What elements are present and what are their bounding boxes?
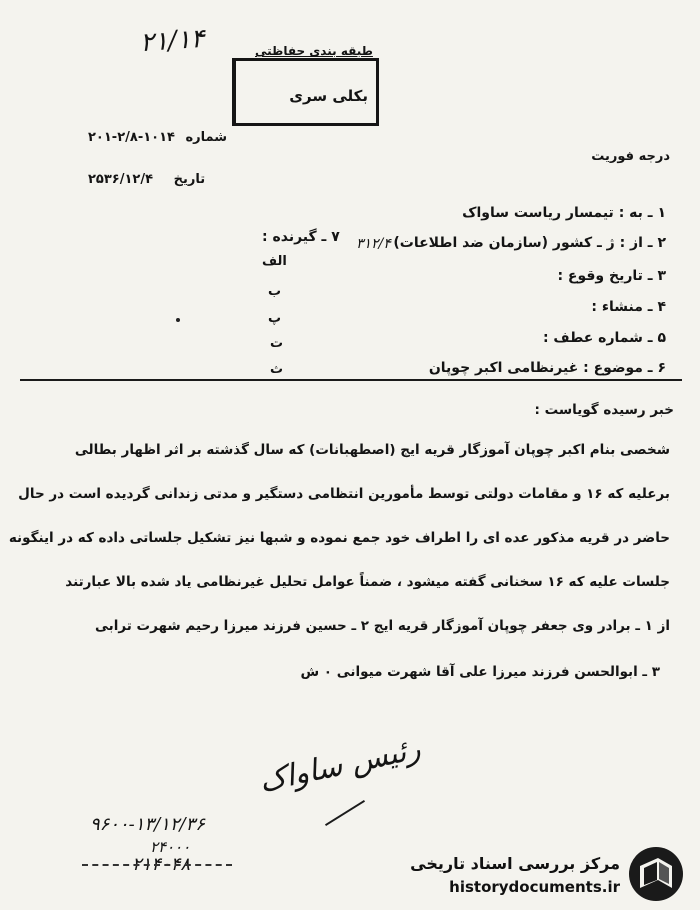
date-row [88, 172, 205, 187]
field-recipients-label: ۷ ـ گیرنده : [262, 229, 340, 245]
recipient-letter: پ [268, 311, 282, 326]
body-title: خبر رسیده گویاست : [534, 402, 674, 418]
stamp-box-text: بکلی سری [289, 87, 368, 105]
body-line: برعلیه که ۱۶ و مقامات دولتی توسط مأمورین انتظامی دستگیر و مدتی زندانی گردیده است در حال [18, 486, 670, 502]
recipient-letter: ب [268, 284, 282, 299]
watermark-title: مرکز بررسی اسناد تاریخی [410, 854, 620, 873]
body-line: حاضر در قریه مذکور عده ای را اطراف خود جمع نموده و شبها نیز تشکیل جلساتی داده که در اینگونه [8, 530, 670, 546]
date-label: تاریخ [173, 172, 206, 187]
bottom-number: ۲۴۰۰۰ [150, 838, 191, 856]
signature-flourish [325, 800, 365, 826]
number-value: ۲۰۱-۲/۸-۱۰۱۴ [88, 130, 175, 145]
field-previous-number: ۵ ـ شماره عطف : [542, 330, 666, 346]
top-handwriting: ۲۱/۱۴ [139, 23, 206, 59]
archive-book-icon [626, 844, 686, 904]
field-source: ۴ ـ منشاء : [591, 299, 666, 315]
stamp-box [232, 58, 379, 126]
body-line: شخصی بنام اکبر چوپان آموزگار قریه ایج (اصطهبانات) که سال گذشته بر اثر اظهار بطالی [74, 442, 670, 458]
bottom-number: ۹۶۰۰-۱۳/۱۲/۳۶ [90, 814, 205, 835]
urgency-label: درجه فوریت [591, 149, 670, 164]
recipients-handwriting: ۳۱۲/۴ [356, 236, 391, 252]
field-subject: ۶ ـ موضوع : غیرنظامی اکبر چوپان [428, 360, 666, 376]
number-row [88, 130, 227, 145]
body-line: ۳ ـ ابوالحسن فرزند میرزا علی آقا شهرت میوانی ۰ ش [300, 664, 660, 680]
bottom-dash-line [82, 864, 232, 866]
classification-stamp: طبقه بندی حفاظتی [255, 44, 373, 58]
stray-mark [176, 318, 180, 322]
body-line: جلسات علیه که ۱۶ سخنانی گفته میشود ، ضمناً عوامل تحلیل غیرنظامی یاد شده بالا عبارتند [65, 574, 670, 590]
date-value: ۲۵۳۶/۱۲/۴ [88, 172, 154, 187]
watermark-url: historydocuments.ir [449, 878, 620, 896]
field-incident-date: ۳ ـ تاریخ وقوع : [557, 268, 666, 284]
recipient-letter: الف [262, 254, 287, 269]
watermark-logo [410, 840, 696, 906]
number-label: شماره [185, 130, 228, 145]
bottom-number: ۲۱۴۰۴۸ [132, 854, 191, 875]
divider-line [20, 379, 682, 381]
body-line: از ۱ ـ برادر وی جعفر چوپان آموزگار قریه ایج ۲ ـ حسین فرزند میرزا رحیم شهرت ترابی [95, 618, 670, 634]
recipient-letter: ث [270, 362, 284, 377]
signature: رئیس ساواک [256, 731, 424, 800]
recipient-letter: ت [270, 336, 284, 351]
field-from: ۲ ـ از : ژ ـ کشور (سازمان ضد اطلاعات) [393, 235, 666, 251]
field-to: ۱ ـ به : تیمسار ریاست ساواک [462, 205, 666, 221]
